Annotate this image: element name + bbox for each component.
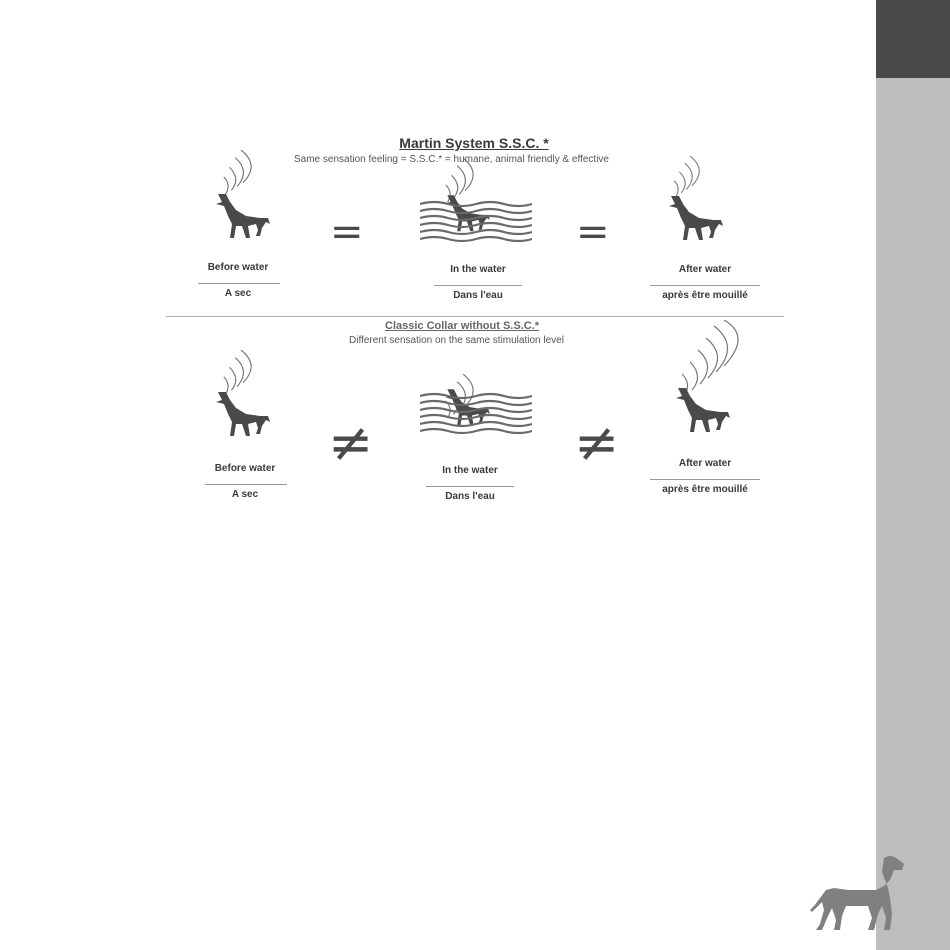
section-2-title: Classic Collar without S.S.C.*	[385, 320, 540, 332]
label-apres-etre-mouille: après être mouillé	[662, 290, 748, 301]
water-waves-icon	[420, 390, 532, 436]
section-2-subtitle: Different sensation on the same stimulation level	[349, 335, 564, 346]
not-equals-sign: ≠	[328, 411, 374, 474]
label-before-water: Before water	[214, 463, 276, 474]
label-apres-etre-mouille: après être mouillé	[662, 484, 748, 495]
label-after-water: After water	[678, 458, 732, 469]
dog-icon	[212, 388, 272, 443]
divider	[650, 479, 760, 480]
label-dans-leau: Dans l'eau	[453, 290, 503, 301]
sidebar-tab	[876, 0, 950, 78]
dog-icon	[672, 384, 732, 439]
dog-icon	[212, 190, 272, 245]
right-sidebar	[876, 0, 950, 950]
divider	[205, 484, 287, 485]
label-in-the-water: In the water	[442, 465, 498, 476]
water-waves-icon	[420, 198, 532, 244]
section-1-subtitle: Same sensation feeling = S.S.C.* = humane, animal friendly & effective	[294, 154, 609, 165]
not-equals-sign: ≠	[574, 411, 620, 474]
section-1-title: Martin System S.S.C. *	[399, 135, 549, 151]
divider	[434, 285, 522, 286]
dog-icon	[665, 192, 725, 247]
label-before-water: Before water	[207, 262, 269, 273]
section-divider	[166, 316, 784, 317]
label-after-water: After water	[678, 264, 732, 275]
equals-sign: =	[330, 209, 364, 255]
divider	[426, 486, 514, 487]
label-a-sec: A sec	[231, 489, 259, 500]
equals-sign: =	[576, 209, 610, 255]
dog-silhouette-icon	[806, 850, 908, 934]
divider	[198, 283, 280, 284]
divider	[650, 285, 760, 286]
label-in-the-water: In the water	[450, 264, 506, 275]
label-a-sec: A sec	[224, 288, 252, 299]
label-dans-leau: Dans l'eau	[445, 491, 495, 502]
